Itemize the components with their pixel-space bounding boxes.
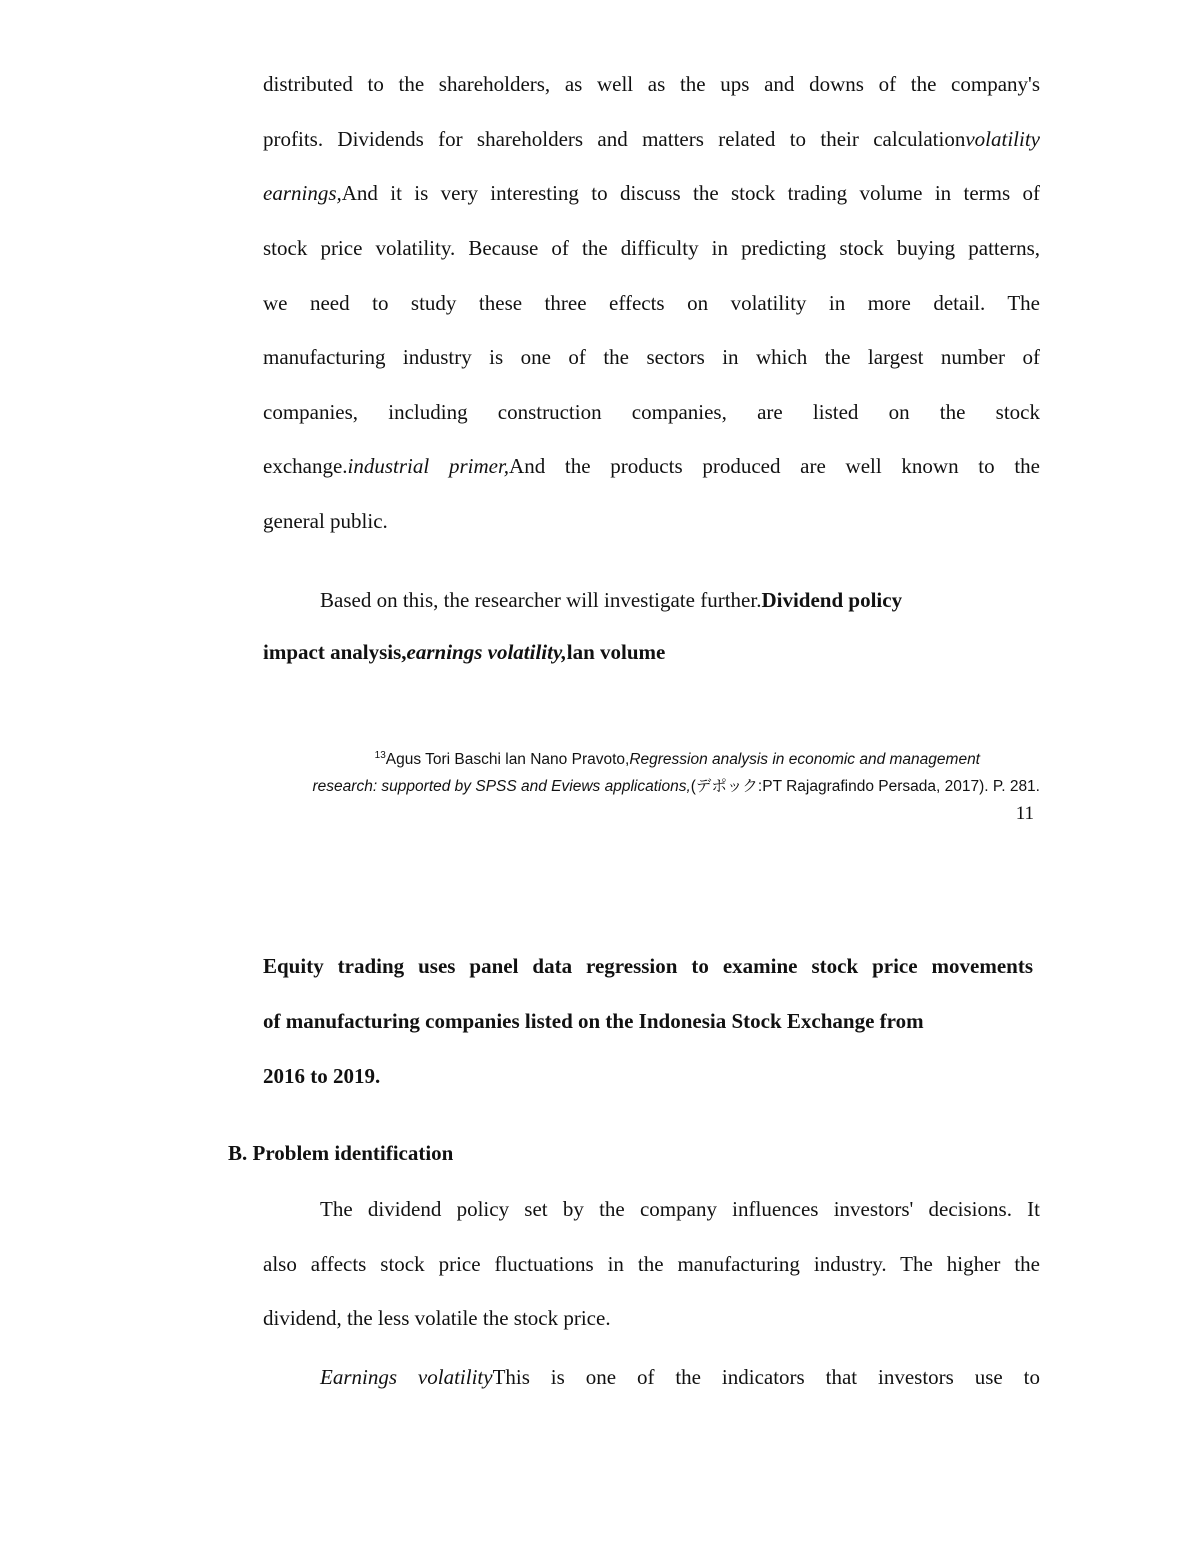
text-run: of manufacturing companies listed on the Indonesia Stock Exchange from xyxy=(263,1009,924,1033)
text-run: The dividend policy set by the company influences investors' decisions. It xyxy=(320,1197,1040,1221)
bold-italic-phrase: earnings volatility, xyxy=(406,640,567,664)
text-run: And it is very interesting to discuss the stock trading volume in terms of xyxy=(341,181,1040,205)
section-heading: B. Problem identification xyxy=(228,1141,454,1165)
text-run: Equity trading uses panel data regression to examine stock price movements xyxy=(263,954,1033,978)
body-line xyxy=(263,344,1040,370)
text-run: we need to study these three effects on volatility in more detail. The xyxy=(263,291,1040,315)
title-line xyxy=(263,1063,1033,1089)
body-line xyxy=(263,1305,1040,1331)
footnote-line xyxy=(0,750,980,770)
footnote-number: 13 xyxy=(374,750,386,761)
text-run: dividend, the less volatile the stock price. xyxy=(263,1306,611,1330)
text-run: This is one of the indicators that investors use to xyxy=(492,1365,1040,1389)
italic-term: volatility xyxy=(965,127,1040,151)
text-run: companies, including construction companies, are listed on the stock xyxy=(263,400,1040,424)
body-line xyxy=(320,1364,1040,1390)
text-run: stock price volatility. Because of the difficulty in predicting stock buying patterns, xyxy=(263,236,1040,260)
title-line xyxy=(263,1008,1033,1034)
body-line xyxy=(320,587,902,613)
footnote-italic: Regression analysis in economic and management xyxy=(629,751,980,768)
text-run: manufacturing industry is one of the sectors in which the largest number of xyxy=(263,345,1040,369)
body-line xyxy=(320,1196,1040,1222)
italic-term: industrial primer, xyxy=(347,454,510,478)
bold-phrase: Dividend policy xyxy=(761,588,903,612)
bold-phrase: impact analysis, xyxy=(263,640,407,664)
text-run: And the products produced are well known to the xyxy=(509,454,1040,478)
text-run: profits. Dividends for shareholders and matters related to their calculation xyxy=(263,127,966,151)
footnote-text: Agus Tori Baschi lan Nano Pravoto, xyxy=(385,751,630,768)
text-run: Based on this, the researcher will investigate further. xyxy=(320,588,762,612)
body-line xyxy=(263,126,1040,152)
body-line xyxy=(263,399,1040,425)
page-number: 11 xyxy=(1015,803,1034,824)
text-run: also affects stock price fluctuations in the manufacturing industry. The higher the xyxy=(263,1252,1040,1276)
body-line xyxy=(263,639,665,665)
text-run: distributed to the shareholders, as well as the ups and downs of the company's xyxy=(263,72,1040,96)
italic-term: Earnings volatility xyxy=(320,1365,493,1389)
bold-phrase: lan volume xyxy=(566,640,666,664)
body-line xyxy=(263,71,1040,97)
body-line xyxy=(263,508,1040,534)
body-line xyxy=(263,1251,1040,1277)
body-line xyxy=(263,290,1040,316)
footnote-line xyxy=(0,777,1040,797)
text-run: general public. xyxy=(263,509,388,533)
body-line xyxy=(263,453,1040,479)
title-line xyxy=(263,953,1033,979)
footnote-italic: research: supported by SPSS and Eviews applications, xyxy=(312,778,691,795)
body-line xyxy=(263,235,1040,261)
text-run: 2016 to 2019. xyxy=(263,1064,381,1088)
italic-term: earnings, xyxy=(263,181,342,205)
footnote-text: (デポック:PT Rajagrafindo Persada, 2017). P. 281. xyxy=(690,778,1040,795)
body-line xyxy=(263,180,1040,206)
text-run: exchange. xyxy=(263,454,348,478)
